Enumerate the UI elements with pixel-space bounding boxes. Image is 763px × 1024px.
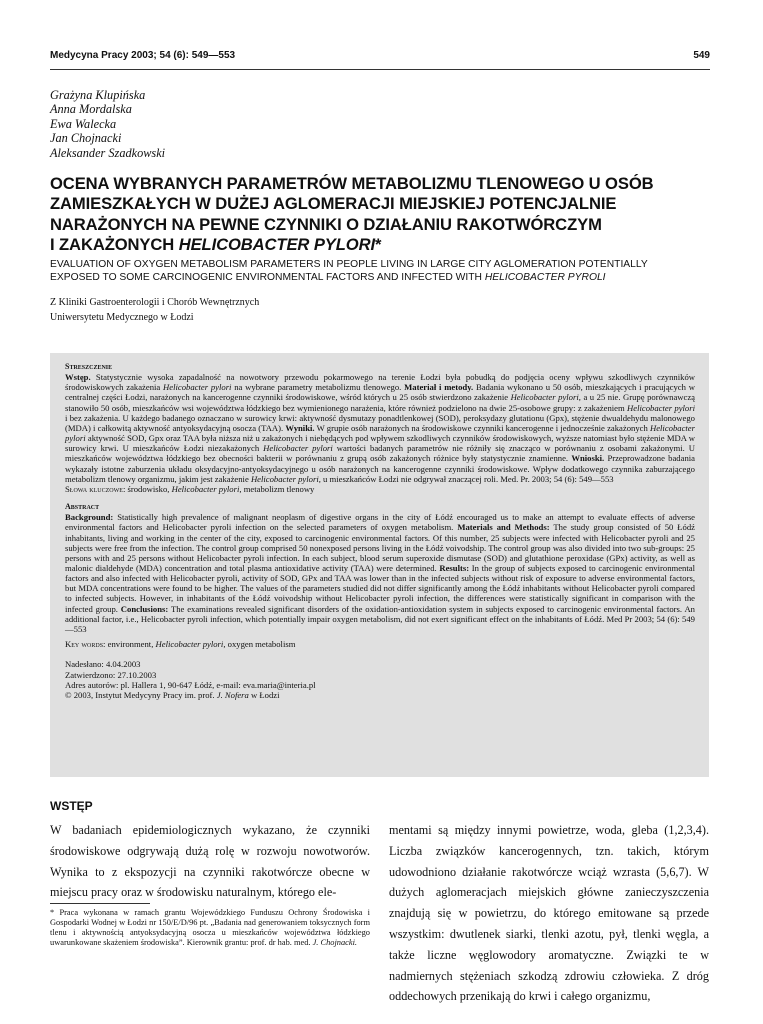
title-asterisk: * (375, 235, 382, 255)
author: Ewa Walecka (50, 116, 117, 131)
running-header (50, 50, 710, 64)
english-title (50, 258, 710, 285)
section-heading: WSTĘP (50, 799, 93, 813)
author: Grażyna Klupińska (50, 88, 146, 102)
journal-citation: Medycyna Pracy 2003; 54 (6): 549—553 (50, 50, 236, 61)
english-keywords: Key words: environment, Helicobacter pylori, oxygen metabolism (65, 639, 296, 650)
page-number: 549 (693, 50, 710, 61)
polish-keywords: Słowa kluczowe: środowisko, Helicobacter pylori, metabolizm tlenowy (65, 483, 315, 494)
title-species: HELICOBACTER PYLORI (178, 235, 375, 255)
title-line: OCENA WYBRANYCH PARAMETRÓW METABOLIZMU TLENOWEGO U OSÓB (50, 174, 654, 193)
abstract-content (65, 362, 695, 700)
author: Anna Mordalska (50, 102, 132, 117)
author: Jan Chojnacki (50, 131, 122, 146)
copyright: © 2003, Instytut Medycyny Pracy im. prof. J. Nofera w Łodzi (65, 690, 280, 701)
title-line: NARAŻONYCH NA PEWNE CZYNNIKI O DZIAŁANIU RAKOTWÓRCZYM (50, 214, 602, 234)
affiliation (50, 295, 259, 325)
header-rule (50, 69, 710, 70)
english-title-line: EVALUATION OF OXYGEN METABOLISM PARAMETERS IN PEOPLE LIVING IN LARGE CITY AGLOMERATION POTENTIALLY (50, 259, 648, 270)
streszczenie-heading: Streszczenie (65, 362, 113, 371)
author: Aleksander Szadkowski (50, 145, 166, 160)
title-line (50, 235, 710, 255)
title-line: ZAMIESZKAŁYCH W DUŻEJ AGLOMERACJI MIEJSKIEJ POTENCJALNIE (50, 194, 617, 214)
english-title-line (50, 271, 710, 284)
affiliation-line: Z Kliniki Gastroenterologii i Chorób Wewnętrznych (50, 297, 260, 308)
article-dates (65, 659, 695, 700)
abstract-text: Background: Statistically high prevalence of malignant neoplasm of digestive organs in the city of Łódź encouraged us to make an attempt to evaluate effects of adverse environmental factors and Helicobacter pyroli infection on the selected parameters of oxygen metabolism. Materials and Methods: The study group consisted of 50 Łódź inhabitants, living and working in the center of the city, exposed to carcinogenic environmental factors. Of this number, 25 subjects were infected with Helicobacter pyroli and 25 subjects were free from the infection. The control group comprised 50 nonexposed persons living in the Łódź voivodship. The control group was also divided into two sub-groups: 25 persons with and 25 persons without Helicobacter pyroli infection. In each subject, blood serum superoxide dismutase (SOD) and glutathione peroxidase (GPx) activity, as well as malonic dialdehyde (MDA) concentration and total plasma antioxidative activity (TAA) were determined. Results: In the group of subjects exposed to carcinogenic environmental factors and also infected with Helicobacter pyroli, activity of SOD, GPx and TAA was lower than in the infected subjects without risk of exposure to adverse environmental factors, but MDA concentrations were found to be higher. The values of the parameters studied did not differ significantly among the Łódź inhabitants without Helicobacter pyroli compared to infected subjects. However, in inhabitants of the Łódź voivodship without Helicobacter pyroli infection, the differences were statistically significant in comparison with the infected group. Conclusions: The examinations revealed significant disorders of the oxidation-antioxidation system in subjects exposed to carcinogenic environmental factors. An additional factor, i.e., Helicobacter pyroli infection, which potentially impair oxygen metabolism, did not exert significant effect on the inhabitants of Łódź. Med Pr 2003; 54 (6): 549—553 (65, 512, 696, 634)
footnote-rule (50, 903, 150, 904)
affiliation-line: Uniwersytetu Medycznego w Łodzi (50, 312, 194, 323)
accepted-date: Zatwierdzono: 27.10.2003 (65, 669, 157, 680)
received-date: Nadesłano: 4.04.2003 (65, 659, 141, 670)
body-column-left: W badaniach epidemiologicznych wykazano, że czynniki środowiskowe odgrywają dużą rolę w rozwoju nowotworów. Wynika to z ekspozycji na czynniki rakotwórcze obecne w miejscu pracy oraz w środowisku naturalnym, którego ele- (50, 823, 370, 900)
title-text: I ZAKAŻONYCH (50, 235, 179, 255)
author-list (50, 88, 165, 160)
streszczenie-text: Wstęp. Statystycznie wysoka zapadalność na nowotwory przewodu pokarmowego na terenie Łodzi była pobudką do podjęcia oceny wpływu szkodliwych czynników środowiskowych zakażenia Helicobacter pylori na wybrane parametry metabolizmu tlenowego. Materiał i metody. Badania wykonano u 50 osób, mieszkających i pracujących w centralnej części Łodzi, narażonych na kancerogenne czynniki środowiskowe, wśród których u 25 osób stwierdzono zakażenie Helicobacter pylori, a u 25 nie. Grupę porównawczą stanowiło 50 osób, mieszkańców wsi województwa łódzkiego bez wymienionego narażenia, które również podzielono na dwie 25-osobowe grupy: z zakażeniem Helicobacter pylori i bez zakażenia. U każdego badanego oznaczano w surowicy krwi: aktywność dysmutazy ponadtlenkowej (SOD), peroksydazy glutationu (Gpx), stężenie dwualdehydu malonowego (MDA) i całkowitą aktywność antyoksydacyjną osocza (TAA). Wyniki. W grupie osób narażonych na środowiskowe czynniki kancerogenne i jednocześnie zakażonych Helicobacter pylori aktywność SOD, Gpx oraz TAA była niższa niż u zakażonych i niebędących pod wpływem szkodliwych czynników środowiskowych, wyższe natomiast było stężenie MDA w surowicy krwi. U mieszkańców Łodzi niezakażonych Helicobacter pylori wartości badanych parametrów nie różniły się znacząco w porównaniu z osobami zakażonymi. U mieszkańców województwa łódzkiego bez obecności bakterii w porównaniu z grupą osób zakażonych różnice były statystycznie znamienne. Wnioski. Przeprowadzone badania wykazały istotne zaburzenia układu oksydacyjno-antyoksydacyjnego u osób narażonych na kancerogenne czynniki środowiskowe. Wpływ dodatkowego czynnika zaburzającego metabolizm tlenowy organizmu, jakim jest zakażenie Helicobacter pylori, u mieszkańców Łodzi nie odgrywał znaczącej roli. Med. Pr. 2003; 54 (6): 549—553 (65, 372, 695, 484)
abstract-box (50, 353, 709, 777)
english-title-species: HELICOBACTER PYROLI (484, 272, 606, 284)
abstract-heading: Abstract (65, 502, 100, 512)
english-title-text: EXPOSED TO SOME CARCINOGENIC ENVIRONMENTAL FACTORS AND INFECTED WITH (50, 272, 485, 284)
body-column-right: mentami są między innymi powietrze, woda, gleba (1,2,3,4). Liczba związków kancerogennych, tzn. takich, którym udowodniono działanie rakotwórcze wciąż wzrasta (5,6,7). W dużych aglomeracjach miejskich główne zanieczyszczenia znajdują się w powietrzu, do którego emitowane są przede wszystkim: dwutlenek siarki, tlenki azotu, pył, tlenki węgla, a także liczne węglowodory aromatyczne. Związki te w nadmiernych stężeniach szkodzą zdrowiu człowieka. Z dróg oddechowych przenikają do krwi i całego organizmu, (389, 823, 709, 1004)
article-title (50, 174, 710, 256)
footnote: * Praca wykonana w ramach grantu Wojewódzkiego Funduszu Ochrony Środowiska i Gospodarki Wodnej w Łodzi nr 150/E/D/96 pt. „Badania nad generowaniem toksycznych form tlenu i aktywnością antyoksydacyjną osocza u mieszkańców województwa łódzkiego uwarunkowane skażeniem środowiska”. Kierownik grantu: prof. dr hab. med. J. Chojnacki. (50, 908, 370, 947)
author-address: Adres autorów: pl. Hallera 1, 90-647 Łódź, e-mail: eva.maria@interia.pl (65, 679, 316, 690)
